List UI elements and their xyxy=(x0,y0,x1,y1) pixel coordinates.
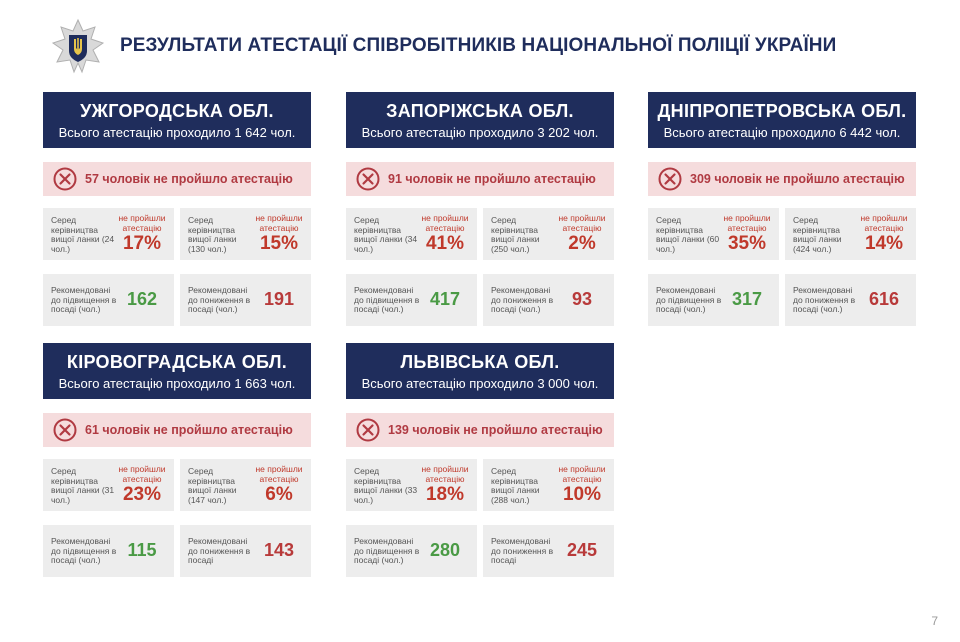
leaders-row xyxy=(648,208,916,260)
promotion-count: 162 xyxy=(126,289,158,309)
fail-percent: 6% xyxy=(265,484,293,505)
recommend-row xyxy=(43,274,311,326)
region-header xyxy=(346,343,614,399)
fail-percent: 14% xyxy=(864,233,904,254)
promotion-label: Рекомендовані до підвищення в посаді (чол.) xyxy=(656,285,722,314)
promotion-stat xyxy=(346,525,477,577)
fail-percent: 35% xyxy=(727,233,767,254)
promotion-stat xyxy=(43,525,174,577)
not-passed-note: не пройшли атестацію xyxy=(118,464,166,484)
leaders-row xyxy=(346,208,614,260)
fail-count-text: 57 чоловік не пройшло атестацію xyxy=(85,172,293,186)
fail-banner xyxy=(43,413,311,447)
demotion-label: Рекомендовані до пониження в посаді xyxy=(188,536,251,565)
demotion-stat xyxy=(180,525,311,577)
promotion-label: Рекомендовані до підвищення в посаді (чол.) xyxy=(51,536,117,565)
leaders-label: Серед керівництва вищої ланки (130 чол.) xyxy=(188,215,237,254)
fail-banner xyxy=(43,162,311,196)
demotion-stat xyxy=(483,274,614,326)
region-total: Всього атестацію проходило 1 642 чол. xyxy=(58,124,296,140)
region-name: ДНІПРОПЕТРОВСЬКА ОБЛ. xyxy=(657,100,907,121)
demotion-label: Рекомендовані до пониження в посаді xyxy=(491,536,554,565)
fail-x-icon xyxy=(53,167,77,191)
fail-count-text: 61 чоловік не пройшло атестацію xyxy=(85,423,293,437)
region-name: УЖГОРОДСЬКА ОБЛ. xyxy=(80,100,274,121)
fail-count-text: 309 чоловік не пройшло атестацію xyxy=(690,172,905,186)
promotion-stat xyxy=(346,274,477,326)
not-passed-note: не пройшли атестацію xyxy=(860,213,908,233)
region-total: Всього атестацію проходило 1 663 чол. xyxy=(58,375,296,391)
leaders-stat-2 xyxy=(483,459,614,511)
promotion-label: Рекомендовані до підвищення в посаді (чол.) xyxy=(51,285,117,314)
region-header xyxy=(43,92,311,148)
fail-banner xyxy=(346,162,614,196)
demotion-stat xyxy=(785,274,916,326)
not-passed-note: не пройшли атестацію xyxy=(558,213,606,233)
recommend-row xyxy=(43,525,311,577)
header xyxy=(50,18,836,74)
demotion-label: Рекомендовані до пониження в посаді (чол.) xyxy=(491,285,554,314)
fail-banner xyxy=(346,413,614,447)
region-total: Всього атестацію проходило 3 000 чол. xyxy=(361,375,599,391)
not-passed-note: не пройшли атестацію xyxy=(255,464,303,484)
region-header xyxy=(648,92,916,148)
fail-banner xyxy=(648,162,916,196)
fail-percent: 41% xyxy=(425,233,465,254)
leaders-label: Серед керівництва вищої ланки (31 чол.) xyxy=(51,466,115,505)
police-emblem-logo xyxy=(50,18,106,74)
fail-percent: 17% xyxy=(122,233,162,254)
leaders-label: Серед керівництва вищої ланки (33 чол.) xyxy=(354,466,418,505)
recommend-row xyxy=(346,525,614,577)
promotion-stat xyxy=(648,274,779,326)
fail-percent: 10% xyxy=(562,484,602,505)
not-passed-note: не пройшли атестацію xyxy=(421,213,469,233)
demotion-count: 191 xyxy=(263,289,295,309)
leaders-stat-2 xyxy=(180,459,311,511)
recommend-row xyxy=(346,274,614,326)
promotion-stat xyxy=(43,274,174,326)
leaders-label: Серед керівництва вищої ланки (24 чол.) xyxy=(51,215,115,254)
fail-percent: 15% xyxy=(259,233,299,254)
leaders-stat-1 xyxy=(43,208,174,260)
demotion-stat xyxy=(483,525,614,577)
demotion-count: 616 xyxy=(868,289,900,309)
leaders-stat-1 xyxy=(346,208,477,260)
demotion-label: Рекомендовані до пониження в посаді (чол.) xyxy=(188,285,251,314)
leaders-label: Серед керівництва вищої ланки (34 чол.) xyxy=(354,215,418,254)
region-card-4 xyxy=(43,343,311,577)
fail-x-icon xyxy=(53,418,77,442)
not-passed-note: не пройшли атестацію xyxy=(558,464,606,484)
leaders-stat-1 xyxy=(648,208,779,260)
leaders-stat-2 xyxy=(483,208,614,260)
not-passed-note: не пройшли атестацію xyxy=(421,464,469,484)
region-header xyxy=(43,343,311,399)
leaders-label: Серед керівництва вищої ланки (288 чол.) xyxy=(491,466,540,505)
fail-x-icon xyxy=(356,167,380,191)
leaders-label: Серед керівництва вищої ланки (60 чол.) xyxy=(656,215,720,254)
fail-count-text: 91 чоловік не пройшло атестацію xyxy=(388,172,596,186)
region-name: ЛЬВІВСЬКА ОБЛ. xyxy=(400,351,560,372)
demotion-count: 93 xyxy=(571,289,593,309)
recommend-row xyxy=(648,274,916,326)
leaders-stat-1 xyxy=(43,459,174,511)
fail-x-icon xyxy=(356,418,380,442)
region-total: Всього атестацію проходило 6 442 чол. xyxy=(663,124,901,140)
demotion-stat xyxy=(180,274,311,326)
promotion-label: Рекомендовані до підвищення в посаді (чол.) xyxy=(354,536,420,565)
leaders-label: Серед керівництва вищої ланки (250 чол.) xyxy=(491,215,540,254)
region-card-5 xyxy=(346,343,614,577)
fail-percent: 18% xyxy=(425,484,465,505)
demotion-count: 143 xyxy=(263,540,295,560)
fail-percent: 2% xyxy=(568,233,596,254)
leaders-row xyxy=(43,459,311,511)
leaders-label: Серед керівництва вищої ланки (147 чол.) xyxy=(188,466,237,505)
promotion-count: 115 xyxy=(127,540,157,560)
not-passed-note: не пройшли атестацію xyxy=(255,213,303,233)
region-total: Всього атестацію проходило 3 202 чол. xyxy=(361,124,599,140)
fail-percent: 23% xyxy=(122,484,162,505)
leaders-row xyxy=(346,459,614,511)
not-passed-note: не пройшли атестацію xyxy=(723,213,771,233)
region-name: КІРОВОГРАДСЬКА ОБЛ. xyxy=(66,351,288,372)
page-number: 7 xyxy=(931,614,938,628)
not-passed-note: не пройшли атестацію xyxy=(118,213,166,233)
leaders-stat-2 xyxy=(785,208,916,260)
leaders-label: Серед керівництва вищої ланки (424 чол.) xyxy=(793,215,842,254)
promotion-count: 317 xyxy=(731,289,763,309)
demotion-label: Рекомендовані до пониження в посаді (чол.) xyxy=(793,285,856,314)
region-name: ЗАПОРІЖСЬКА ОБЛ. xyxy=(386,100,574,121)
promotion-label: Рекомендовані до підвищення в посаді (чол.) xyxy=(354,285,420,314)
region-header xyxy=(346,92,614,148)
leaders-stat-1 xyxy=(346,459,477,511)
demotion-count: 245 xyxy=(566,540,598,560)
leaders-row xyxy=(43,208,311,260)
leaders-stat-2 xyxy=(180,208,311,260)
fail-count-text: 139 чоловік не пройшло атестацію xyxy=(388,423,603,437)
region-card-3 xyxy=(648,92,916,326)
promotion-count: 417 xyxy=(429,289,461,309)
promotion-count: 280 xyxy=(429,540,461,560)
fail-x-icon xyxy=(658,167,682,191)
page-title: РЕЗУЛЬТАТИ АТЕСТАЦІЇ СПІВРОБІТНИКІВ НАЦІОНАЛЬНОЇ ПОЛІЦІЇ УКРАЇНИ xyxy=(120,35,837,56)
region-card-1 xyxy=(43,92,311,326)
region-card-2 xyxy=(346,92,614,326)
